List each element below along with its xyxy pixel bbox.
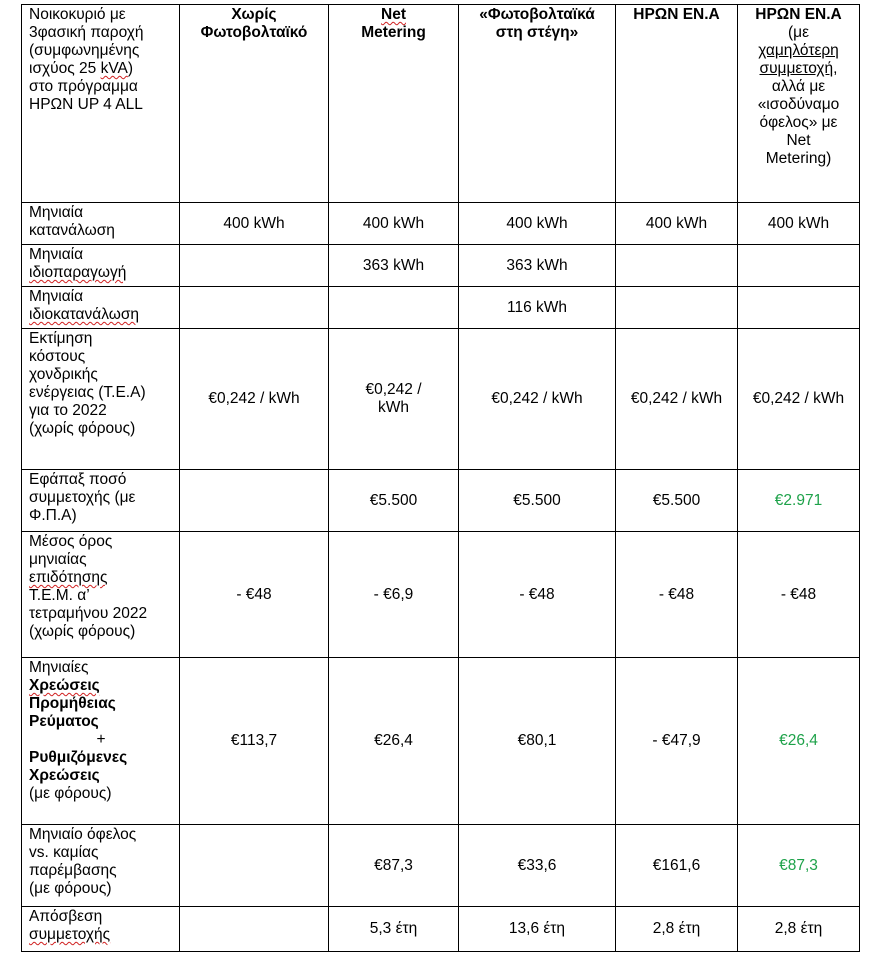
table-row-consumption xyxy=(22,203,860,245)
header-no-pv: Χωρίς Φωτοβολταϊκό xyxy=(180,5,329,203)
cell-value-highlight: €2.971 xyxy=(738,470,860,532)
row-label: Απόσβεση συμμετοχής xyxy=(22,907,180,952)
cell-value: 400 kWh xyxy=(459,203,616,245)
cell-value xyxy=(616,245,738,287)
row-label: Μέσος όρος μηνιαίας επιδότησης Τ.Ε.Μ. α’ τετραμήνου 2022 (χωρίς φόρους) xyxy=(22,532,180,658)
cell-value: €5.500 xyxy=(329,470,459,532)
cell-value: 363 kWh xyxy=(329,245,459,287)
row-label: Μηνιαία κατανάλωση xyxy=(22,203,180,245)
row-label: Μηνιαία ιδιοκατανάλωση xyxy=(22,287,180,329)
cell-value: €0,242 / kWh xyxy=(459,329,616,470)
cell-value: 116 kWh xyxy=(459,287,616,329)
cell-value: €80,1 xyxy=(459,658,616,825)
table-row-payback xyxy=(22,907,860,952)
cell-value: 400 kWh xyxy=(616,203,738,245)
cell-value-highlight: €26,4 xyxy=(738,658,860,825)
cell-value xyxy=(738,287,860,329)
header-heron-ena: ΗΡΩΝ ΕΝ.Α xyxy=(616,5,738,203)
cell-value: - €48 xyxy=(459,532,616,658)
cell-value xyxy=(180,825,329,907)
cell-value: €87,3 xyxy=(329,825,459,907)
row-label: Εφάπαξ ποσό συμμετοχής (με Φ.Π.Α) xyxy=(22,470,180,532)
cell-value xyxy=(180,287,329,329)
cell-value xyxy=(180,907,329,952)
cell-value-highlight: €87,3 xyxy=(738,825,860,907)
cell-value: €5.500 xyxy=(616,470,738,532)
header-rooftop-pv: «Φωτοβολταϊκά στη στέγη» xyxy=(459,5,616,203)
table-row-benefit xyxy=(22,825,860,907)
cell-value: €161,6 xyxy=(616,825,738,907)
cell-value: 2,8 έτη xyxy=(616,907,738,952)
table-row-charges xyxy=(22,658,860,825)
comparison-table xyxy=(21,4,860,952)
table-row-selfproduction xyxy=(22,245,860,287)
cell-value: 13,6 έτη xyxy=(459,907,616,952)
row-label: Εκτίμηση κόστους χονδρικής ενέργειας (Τ.Ε.Α) για το 2022 (χωρίς φόρους) xyxy=(22,329,180,470)
cell-value xyxy=(329,287,459,329)
header-description-cell: Νοικοκυριό με 3φασική παροχή (συμφωνημένης ισχύος 25 kVA) στο πρόγραμμα ΗΡΩΝ UP 4 ALL xyxy=(22,5,180,203)
cell-value: - €48 xyxy=(180,532,329,658)
cell-value: - €47,9 xyxy=(616,658,738,825)
table-row-subsidy xyxy=(22,532,860,658)
cell-value xyxy=(180,470,329,532)
cell-value xyxy=(180,245,329,287)
table-row-participation xyxy=(22,470,860,532)
cell-value: 2,8 έτη xyxy=(738,907,860,952)
cell-value: €0,242 / kWh xyxy=(180,329,329,470)
table-row-energy-cost xyxy=(22,329,860,470)
cell-value xyxy=(738,245,860,287)
cell-value: - €6,9 xyxy=(329,532,459,658)
row-label: Μηνιαίες Χρεώσεις Προμήθειας Ρεύματος + Ρυθμιζόμενες Χρεώσεις (με φόρους) xyxy=(22,658,180,825)
cell-value: €0,242 / kWh xyxy=(616,329,738,470)
cell-value: 363 kWh xyxy=(459,245,616,287)
header-heron-ena-low: ΗΡΩΝ ΕΝ.Α (με χαμηλότερη συμμετοχή, αλλά με «ισοδύναμο όφελος» με Net Metering) xyxy=(738,5,860,203)
row-label: Μηνιαίο όφελος vs. καμίας παρέμβασης (με φόρους) xyxy=(22,825,180,907)
cell-value: 5,3 έτη xyxy=(329,907,459,952)
cell-value xyxy=(616,287,738,329)
row-label: Μηνιαία ιδιοπαραγωγή xyxy=(22,245,180,287)
header-net-metering: Net Metering xyxy=(329,5,459,203)
cell-value: €0,242 / kWh xyxy=(738,329,860,470)
table-header-row xyxy=(22,5,860,203)
cell-value: €0,242 / kWh xyxy=(329,329,459,470)
cell-value: - €48 xyxy=(738,532,860,658)
table-row-selfconsumption xyxy=(22,287,860,329)
cell-value: €5.500 xyxy=(459,470,616,532)
cell-value: €26,4 xyxy=(329,658,459,825)
cell-value: 400 kWh xyxy=(738,203,860,245)
cell-value: 400 kWh xyxy=(180,203,329,245)
cell-value: 400 kWh xyxy=(329,203,459,245)
cell-value: €113,7 xyxy=(180,658,329,825)
cell-value: - €48 xyxy=(616,532,738,658)
cell-value: €33,6 xyxy=(459,825,616,907)
